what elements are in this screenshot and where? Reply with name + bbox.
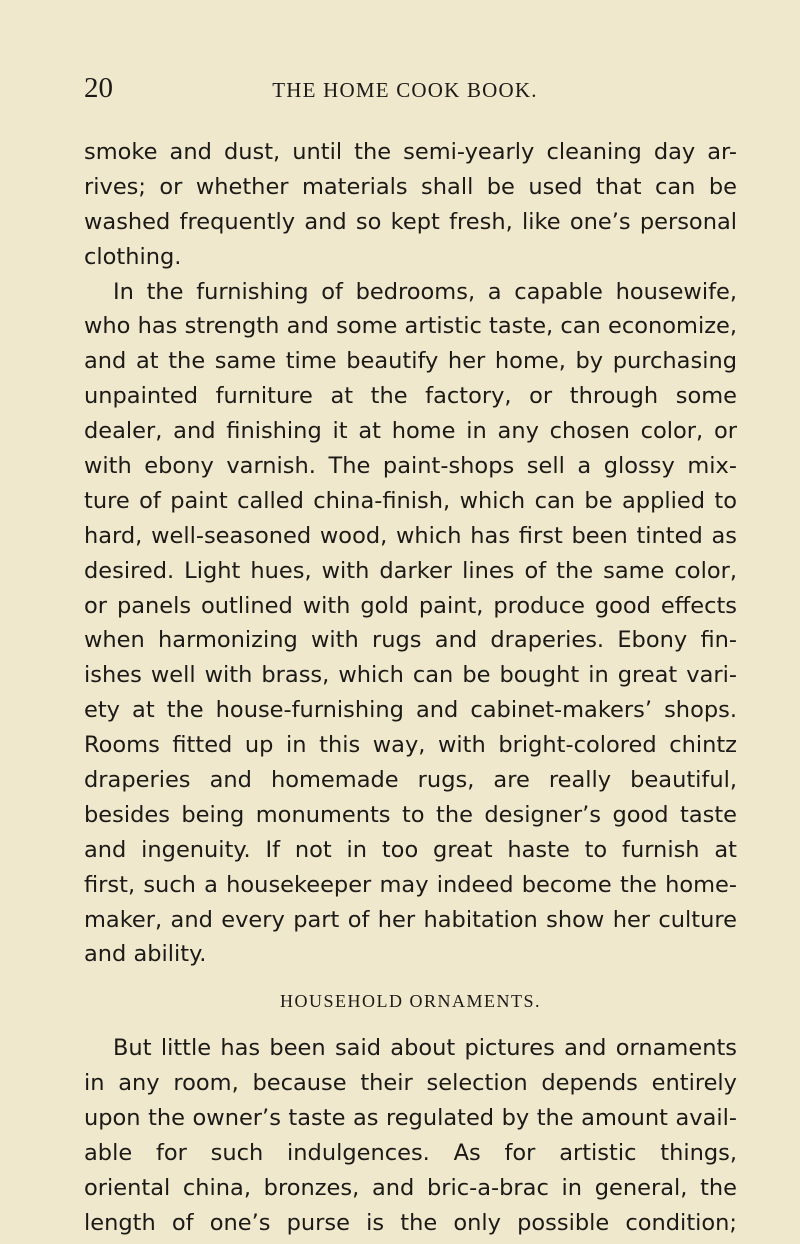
text-line: smoke and dust, until the semi-yearly cleaning day ar- [84, 139, 737, 165]
text-line: besides being monuments to the designer’s good taste [84, 801, 737, 828]
paragraph-3 [84, 1031, 737, 1240]
text-line: dealer, and finishing it at home in any chosen color, or [84, 418, 737, 445]
text-line: when harmonizing with rugs and draperies. Ebony fin- [84, 627, 737, 654]
text-line: first, such a housekeeper may indeed become the home- [84, 871, 737, 898]
text-line: clothing. [84, 243, 182, 270]
body-text [84, 135, 737, 1241]
text-line: ture of paint called china-finish, which can be applied to [84, 487, 737, 514]
text-line: ishes well with brass, which can be bought in great vari- [84, 662, 737, 689]
running-title: THE HOME COOK BOOK. [272, 78, 538, 102]
text-line: rives; or whether materials shall be used that can be [84, 173, 737, 200]
text-line: washed frequently and so kept fresh, like one’s personal [84, 208, 737, 235]
text-line: with ebony varnish. The paint-shops sell a glossy mix- [84, 453, 737, 480]
paragraph-2 [84, 275, 737, 973]
text-line: upon the owner’s taste as regulated by the amount avail- [84, 1105, 737, 1132]
text-line: ety at the house-furnishing and cabinet-makers’ shops. [84, 697, 737, 724]
text-line: and ability. [84, 941, 207, 968]
text-line: But little has been said about pictures and ornaments [113, 1035, 737, 1062]
text-line: desired. Light hues, with darker lines of the same color, [84, 557, 737, 584]
text-line: draperies and homemade rugs, are really beautiful, [84, 767, 737, 794]
text-line: maker, and every part of her habitation show her culture [84, 906, 737, 933]
text-line: and at the same time beautify her home, by purchasing [84, 348, 737, 375]
text-line: In the furnishing of bedrooms, a capable housewife, [113, 278, 737, 305]
text-line: Rooms fitted up in this way, with bright-colored chintz [84, 732, 737, 759]
page-number: 20 [84, 72, 113, 104]
section-heading: HOUSEHOLD ORNAMENTS. [279, 991, 541, 1012]
text-line: or panels outlined with gold paint, produce good effects [84, 592, 737, 619]
text-line: length of one’s purse is the only possible condition; [84, 1209, 737, 1236]
text-line: hard, well-seasoned wood, which has first been tinted as [84, 522, 737, 549]
paragraph-1 [84, 135, 737, 275]
text-line: unpainted furniture at the factory, or through some [84, 383, 737, 410]
page-header [0, 70, 800, 110]
text-line: who has strength and some artistic taste, can economize, [84, 313, 737, 340]
text-line: and ingenuity. If not in too great haste to furnish at [84, 836, 737, 863]
text-line: oriental china, bronzes, and bric-a-brac in general, the [84, 1174, 737, 1201]
text-line: able for such indulgences. As for artistic things, [84, 1139, 737, 1166]
text-line: in any room, because their selection depends entirely [84, 1070, 737, 1097]
